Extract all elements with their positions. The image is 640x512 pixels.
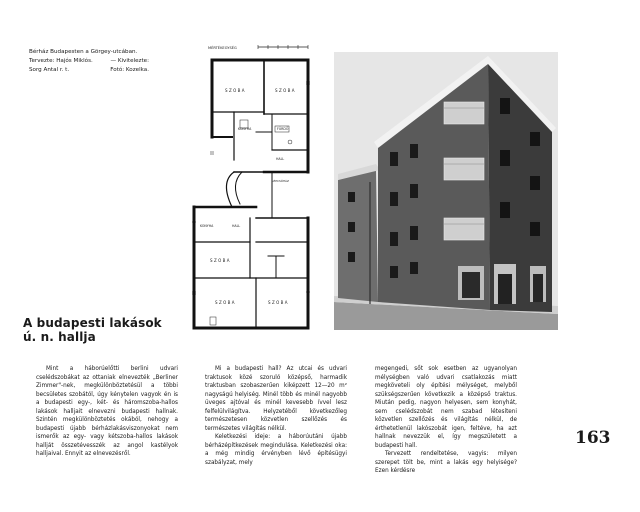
text-column-3 xyxy=(375,365,517,476)
paragraph: Mint a háborúelőtti berlini udvari cselédszobákat az ottaniak elnevezték „Berliner Zimmer"-nek, megkülönböztetésül a többi becsületes szobától, úgy kénytelen vagyok én is a budapesti egy-, két- és háromszoba-hallos lakások halljait elnevezni budapesti hallnak. Szintén megkülönböztetés okából, nehogy a budapesti újabb bérházlakásviszonyokat nem ismerők az egy- vagy kétszoba-hallos lakások hallját összetévesszék az angol kastélyok halljaival. Ennyit az elnevezésről. xyxy=(36,366,178,457)
room-label: HALL xyxy=(232,224,241,228)
room-label: SZOBA xyxy=(225,88,246,93)
text-column-1 xyxy=(36,365,178,459)
building-photo xyxy=(334,52,558,330)
caption-contractor: Sorg Antal r. t. xyxy=(29,67,70,73)
paragraph: Tervezett rendeltetése, vagyis: milyen szerepet tölt be, mint a lakás egy helyisége? Ezen kérdésre xyxy=(375,451,517,474)
paragraph: megengedi, sőt sok esetben az ugyanolyan mélységben való udvari csatlakozás miatt megköveteli oly építési mélységet, melyből szükségszerűen következik a középső traktus. Miután pedig, nagyon helyesen, sem konyhát, sem cselédszobát nem szabad létesíteni közvetlen szellőzés és világítás nélkül, de érthetetlenül lakószobát igen, feltéve, ha azt hallnak nevezzük el, így megszületett a budapesti hall. xyxy=(375,366,517,449)
article-title: A budapesti lakások ú. n. hallja xyxy=(23,316,162,344)
caption-line-1: Bérház Budapesten a Görgey-utcában. xyxy=(29,49,138,55)
caption-photographer: Fotó: Kozelka. xyxy=(110,67,149,73)
text-column-2 xyxy=(205,365,347,467)
caption-line-2: Tervezte: Hajós Miklós. — Kivitelezte: xyxy=(29,58,149,64)
room-label: KONYHA xyxy=(200,224,214,228)
caption-line-3 xyxy=(29,66,149,75)
room-label: FÜRDŐ xyxy=(277,127,289,131)
scale-label: MÉRTÉKEGYSÉG xyxy=(208,46,237,50)
room-label: SZOBA xyxy=(268,300,289,305)
page-number: 163 xyxy=(575,428,611,448)
room-label: SZOBA xyxy=(215,300,236,305)
paragraph: Mi a budapesti hall? Az utcai és udvari traktusok közé szoruló középső, harmadik traktusban szobaszerűen kiképzett 12—20 m² nagyságú helyiség. Minél több és minél nagyobb üveges ajtóval és minél kevesebb ívvel lesz felfelülvilágítva. Helyzetéből következőleg természetesen közvetlen szellőzés és természetes világítás nélkül. xyxy=(205,366,347,432)
caption-architect: Tervezte: Hajós Miklós. xyxy=(29,58,93,64)
room-label: HALL xyxy=(276,157,285,161)
floor-plan xyxy=(180,42,312,332)
scale-bar xyxy=(258,45,308,49)
room-label: SZOBA xyxy=(210,258,231,263)
room-label: KONYHA xyxy=(238,127,252,131)
room-label: SZOBA xyxy=(275,88,296,93)
paragraph: Keletkezési ideje: a háborúutáni újabb bérházépítkezések megindulása. Keletkezési oka: a még mindig érvényben lévő építésügyi szabályzat, mely xyxy=(205,434,347,466)
room-label: LÉPCSŐHÁZ xyxy=(272,179,289,183)
photo-caption xyxy=(29,48,149,75)
